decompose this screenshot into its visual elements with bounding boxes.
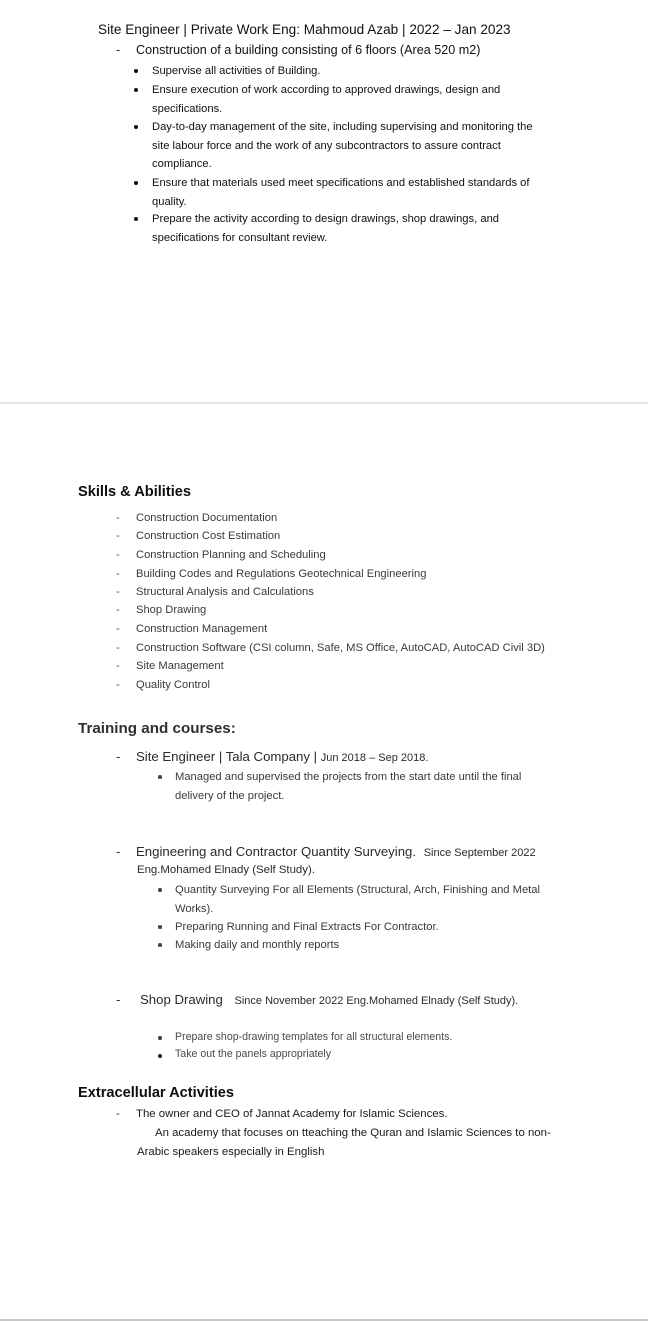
skill-item	[116, 642, 545, 654]
extracurricular-description-line: Arabic speakers especially in English	[137, 1146, 325, 1158]
bullet-line: Supervise all activities of Building.	[152, 65, 321, 77]
skill-text: Construction Documentation	[136, 512, 278, 524]
bullet-line: Day-to-day management of the site, including supervising and monitoring the	[152, 121, 533, 133]
bullet-line: site labour force and the work of any subcontractors to assure contract	[152, 139, 501, 152]
course-bullet	[175, 881, 540, 918]
course-title: Site Engineer | Tala Company |	[136, 749, 318, 764]
extracurricular-description-line: An academy that focuses on tteaching the Quran and Islamic Sciences to non-	[155, 1127, 551, 1139]
course-bullet: Take out the panels appropriately	[175, 1048, 332, 1060]
bullet-icon	[134, 69, 138, 73]
job-title: Site Engineer | Private Work Eng: Mahmoud Azab | 2022 – Jan 2023	[98, 22, 511, 37]
dash-marker: -	[116, 623, 120, 635]
course-title-line	[116, 749, 428, 764]
training-heading: Training and courses:	[78, 720, 236, 737]
course-instructor: Eng.Mohamed Elnady (Self Study).	[137, 864, 315, 876]
bullet-line: Quantity Surveying For all Elements (Structural, Arch, Finishing and Metal	[175, 884, 540, 896]
experience-bullet	[152, 81, 500, 118]
skill-item	[116, 679, 210, 691]
skill-text: Construction Planning and Scheduling	[136, 549, 326, 561]
bullet-icon	[134, 217, 138, 221]
skill-item	[116, 660, 224, 672]
extracurricular-item	[116, 1108, 448, 1120]
bullet-line: Works).	[175, 902, 214, 915]
extracurricular-text: The owner and CEO of Jannat Academy for Islamic Sciences.	[136, 1108, 448, 1120]
skill-item	[116, 530, 280, 542]
bullet-icon	[158, 1036, 162, 1040]
course-title: Shop Drawing	[140, 992, 223, 1007]
skill-text: Structural Analysis and Calculations	[136, 586, 314, 598]
bullet-line: quality.	[152, 195, 187, 208]
bullet-line: compliance.	[152, 158, 212, 170]
bullet-line: Making daily and monthly reports	[175, 939, 340, 951]
dash-marker: -	[116, 679, 120, 691]
bullet-line: Ensure execution of work according to approved drawings, design and	[152, 84, 501, 96]
bullet-icon	[158, 775, 162, 779]
bullet-icon	[158, 925, 162, 929]
course-title-line	[116, 844, 536, 859]
experience-bullet	[152, 62, 321, 81]
dash-marker: -	[116, 660, 120, 672]
dash-marker: -	[116, 992, 121, 1007]
course-date: Since November 2022 Eng.Mohamed Elnady (Self Study).	[234, 995, 519, 1007]
bullet-icon	[134, 181, 138, 185]
dash-marker: -	[116, 1108, 120, 1120]
dash-marker: -	[116, 586, 120, 598]
course-bullet	[175, 768, 521, 805]
bullet-icon	[134, 88, 138, 92]
dash-marker: -	[116, 642, 120, 654]
skill-item	[116, 549, 326, 561]
skill-item	[116, 568, 426, 580]
project-text: Construction of a building consisting of 6 floors (Area 520 m2)	[136, 43, 481, 57]
dash-marker: -	[116, 512, 120, 524]
skill-item	[116, 604, 206, 616]
bullet-icon	[158, 943, 162, 947]
course-title-line	[116, 992, 518, 1007]
course-date: Since September 2022	[423, 847, 536, 859]
skills-heading: Skills & Abilities	[78, 484, 192, 500]
dash-marker: -	[116, 549, 120, 561]
course-bullet	[175, 918, 439, 937]
skill-text: Quality Control	[136, 679, 210, 691]
bullet-line: specifications for consultant review.	[152, 231, 328, 244]
bullet-line: Managed and supervised the projects from the start date until the final	[175, 771, 522, 783]
bullet-line: Ensure that materials used meet specifications and established standards of	[152, 177, 530, 189]
experience-bullet	[152, 210, 499, 247]
project-line	[116, 43, 480, 57]
experience-bullet	[152, 118, 533, 174]
bullet-line: specifications.	[152, 102, 223, 115]
dash-marker: -	[116, 749, 121, 764]
skill-item	[116, 512, 277, 524]
course-date: Jun 2018 – Sep 2018.	[320, 752, 429, 764]
skill-text: Construction Software (CSI column, Safe, MS Office, AutoCAD, AutoCAD Civil 3D)	[136, 642, 545, 654]
extracurricular-heading: Extracellular Activities	[78, 1085, 235, 1101]
dash-marker: -	[116, 844, 121, 859]
bullet-icon	[134, 125, 138, 129]
bullet-line: delivery of the project.	[175, 789, 285, 802]
bullet-line: Preparing Running and Final Extracts For Contractor.	[175, 921, 439, 933]
skill-text: Building Codes and Regulations Geotechnical Engineering	[136, 568, 427, 580]
skill-text: Shop Drawing	[136, 604, 207, 616]
course-title: Engineering and Contractor Quantity Surveying.	[136, 844, 417, 859]
skill-text: Construction Management	[136, 623, 268, 635]
skill-item	[116, 623, 267, 635]
skill-item	[116, 586, 314, 598]
dash-marker: -	[116, 568, 120, 580]
dash-marker: -	[116, 43, 121, 57]
skill-text: Construction Cost Estimation	[136, 530, 281, 542]
course-bullet	[175, 936, 339, 955]
skill-text: Site Management	[136, 660, 224, 672]
bullet-icon	[158, 888, 162, 892]
experience-bullet	[152, 174, 529, 211]
bullet-line: Prepare the activity according to design drawings, shop drawings, and	[152, 213, 500, 225]
page-break-divider	[0, 402, 648, 404]
dash-marker: -	[116, 530, 120, 542]
course-bullet: Prepare shop-drawing templates for all structural elements.	[175, 1031, 453, 1043]
dash-marker: -	[116, 604, 120, 616]
bullet-icon	[158, 1054, 162, 1058]
